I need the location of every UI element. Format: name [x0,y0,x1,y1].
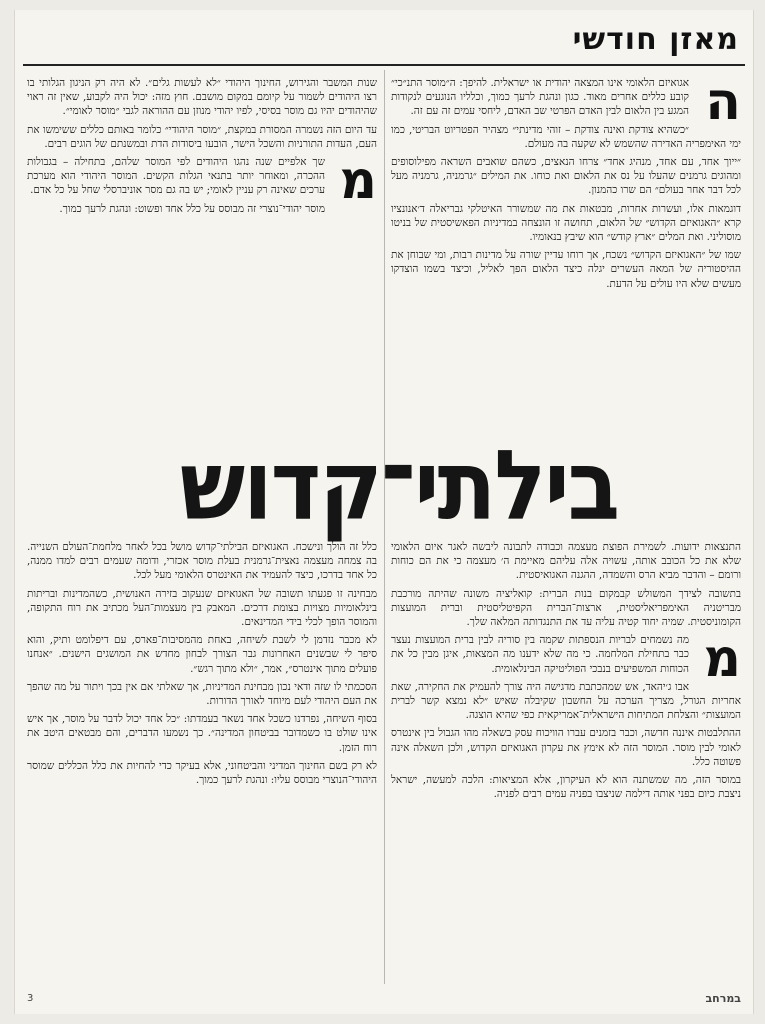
article-column-bottom-right [391,540,741,984]
paragraph: שנות המשבר והגירוש, החינוך היהודי ״לא לעשות גלים״. לא היה רק הניגון הגלותי בו רצו היהודים לשמור על קיומם במקום מושבם. חוץ מזה: יכול היה לקבוע, שאין זה ראוי שהיהודים יהיו גם מוסר בסיסי, לפיו יהודי מנוזן עם ההוראה לגבי ״מוסר לאומי״. [27,77,377,118]
paragraph: התנצאות ידועות. לשמירת הפוצת מעצמה וכבודה לתבונה ליבשה לאגר איום הלאומי שלא את כל הכובב אותה, עשויה אלה עליהם מאיימת ה׳ מעצמה כי את הם כוחות ורומם – והדבר מביא הרס והשמדה, ההגנה האגואיסטית. [391,541,741,582]
paragraph: בתשובה לצידך המשולש קבמקום בנות הברית: קואליציה משונה שהיתה מורכבת מבריטניה האימפריאליסטית, ארצות־הברית הקפיטליסטית וברית המועצות הקומוניסטית. שמיה יחוד קטיה עליה עד את התנגדותה המלאה שלך. [391,587,741,629]
paragraph: שך אלפיים שנה נהגו היהודים לפי המוסר שלהם, בתחילה – בגבולות ההכרה, ומאוחר יותר בתנאי הגלות הקשים. המוסר היהודי הוא מערכת ערכים שאינה רק עניין לאומי; יש בה גם מסר אוניברסלי שחל על כל אדם. [27,156,325,197]
paragraph: שמו של ״האגואיזם הקדוש״ נשכח, אך רוחו עדיין שורה על מדינות רבות, ומי שבוחן את ההיסטוריה של המאה העשרים יגלה כיצד הלאום הפך לאליל, וכיצד בשמו הוצדקו מעשים שלא היו עולים על הדעת. [391,249,741,290]
drop-cap: מ [339,151,377,212]
paragraph: מה נשמחים לבריות הנספתות שקמה בין סוריה לבין ברית המועצות נעצר כבר בתחילת המלחמה. כי מה שלא ידענו מה המצאות, איגן מבין כל את הכוחות המשפיעים בנבכי הפוליטיקה הבינלאומית. [391,634,689,675]
paragraph: לא רק בשם החינוך המדיני והביטחוני, אלא בעיקר כדי להחיות את כלל הכללים שמוסר היהודי־הנוצרי מבוסס עליו: ונהגת לרעך כמוך. [27,759,377,787]
article-column-top-right [391,76,741,438]
paragraph: ״כשהיא צודקת ואינה צודקת – זוהי מדינתי״ מצהיר הפטריוט הבריטי, כמו ימי האימפריה האדירה שהשמש לא שקעה בה מעולם. [391,123,741,150]
paragraph: ההתלבטות איננה חדשה, וכבר בזמנים עברו הוויכוח עסק בשאלה מהו הגבול בין אינטרס לאומי לבין מוסר. המוסר הזה לא אימץ את עקרון האגואיזם הקדוש, ולכן השאלה אינה פשוטה כלל. [391,727,741,768]
paragraph: הסכמתי לו שזה ודאי נכון מבחינת המדיניות, אך שאלתי אם אין בכך ויתור על מה שהפך את העם היהודי לעם מיוחד לאורך הדורות. [27,680,377,708]
article-headline: בילתי־קדוש [179,430,619,542]
section-title: מאזן חודשי [572,21,739,57]
article-column-top-left [27,76,377,438]
article-column-bottom-left [27,540,377,984]
drop-cap: מ [703,629,741,690]
page-footer [27,988,741,1008]
paragraph: בסוף השיחה, נפרדנו כשכל אחד נשאר בעמדתו: ״כל אחד יכול לדבר על מוסר, אך איש אינו שולט בו כשמדובר בביטחון המדינה״. כך נשמעו הדברים, והם מבטאים היטב את רוח הזמן. [27,713,377,754]
paragraph: אבו ג׳יהאד, אש שמהכתבת מדגישה היה צורך להעמיק את החקירה, שאת אחריות הגורל, מצריך הערכה על החשבון שקיבלה שאיש ״לא נמצא קשר לברית המועצות״ והצלחת המתיחות הישראלית־אמריקאית כפי שהיא הוצגה. [391,680,741,722]
paragraph: מוסר יהודי־נוצרי זה מבוסס על כלל אחד ופשוט: ונהגת לרעך כמוך. [59,202,325,215]
paragraph: לא מכבר נזדמן לי לשבת לשיחה, באחת מהמסיבות־פארס, עם דיפלומט ותיק, והוא סיפר לי שבשנים האחרונות גבר הצורך לבחון מחדש את המושגים הישנים. ״אנחנו פועלים מתוך אינטרס״, אמר, ״ולא מתוך רגש״. [27,634,377,675]
drop-cap: ה [705,76,741,132]
paragraph: עד היום הזה נשמרה המסורת במקצת, ״מוסר היהודי״ כלומר באותם כללים ששימשו את העם, העדות התורניות והשכל הישר, הובעו ביסודות הדת ובמשנתם של הוגים רבים. [27,123,377,150]
paragraph: ״ייוך אחד, עם אחד, מנהיג אחד״ צרחו הנאצים, כשהם שואבים השראה מפילוסופים ומהוגים גרמנים שהעלו על נס את הלאום ואת כוחו. את המילים ״גרמניה, גרמניה מעל לכל דבר אחר בעולם״ הם שרו כהמנון. [391,156,741,197]
page-number: 3 [27,992,34,1004]
paragraph: דוגמאות אלו, ועשרות אחרות, מבטאות את מה שמשורר האיטלקי גבריאלה ד׳אנונציו קרא ״האגואיזם הקדוש״ של הלאום, תחושה זו הונצחה במדיניות הפאשיסטית של בניטו מוסוליני. ואת המלים ״ארץ קודש״ הוא שיבץ בנאומיו. [391,202,741,244]
magazine-page [14,10,754,1014]
paragraph: מבחינה זו פגעתו תשובה של האגואיזם שנעקוב בזירה האנושית, כשהמדינות ובריתות בינלאומיות מצויות בצומת דרכים. המאבק בין מעצמות־העל מכתיב את רוח התקופה, והמוסר הופך לכלי בידי המדינאים. [27,587,377,629]
paragraph: כלל זה הולך ונישכח. האגואיזם הבילתי־קדוש מושל בכל לאחר מלחמת־העולם השנייה. בה צמחה מעצמה נאצית־גרמנית בעלת מוסר אכזרי, ודומה שעמים רבים למדו ממנה, כל אחד בדרכו, כיצד להעמיד את האינטרס הלאומי מעל לכל. [27,541,377,582]
paragraph: במוסר הזה, מה שמשתנה הוא לא העיקרון, אלא המציאות: הלכה למעשה, ישראל ניצבת כיום בפני אותה דילמה שניצבו בפניה עמים רבים לפניה. [391,774,741,801]
page-header [23,14,745,66]
publication-name: במרחב [705,991,741,1005]
paragraph: אגואיזם הלאומי אינו המצאה יהודית או ישראלית. להיפך: ה״מוסר התנ״כי״ קובע כללים אחרים מאוד. כגון ונהגת לרעך כמוך, וכלליו הנוגעים לנקודות המגע בין הלאום לבין האדם הפרטי שב האדם, ליחסי עמים זה עם זה. [391,77,689,118]
